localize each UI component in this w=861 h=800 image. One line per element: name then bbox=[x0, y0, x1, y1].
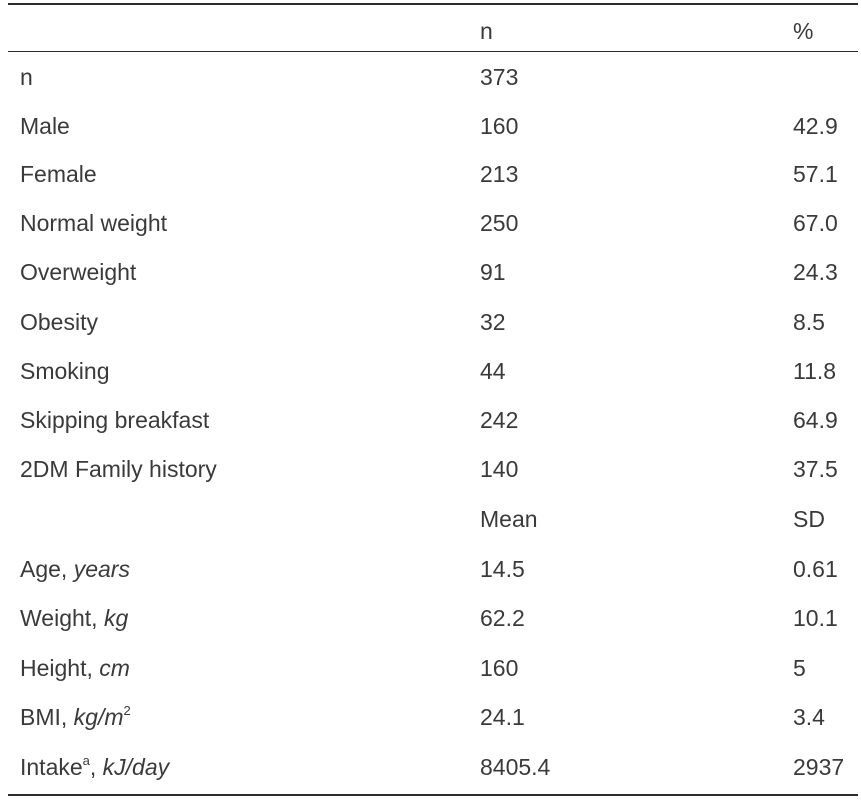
table-row bbox=[8, 693, 858, 742]
row-percent: 37.5 bbox=[793, 456, 838, 482]
row-label: BMI, $kg/m^2$ bbox=[20, 703, 131, 730]
row-mean: 62.2 bbox=[480, 605, 525, 631]
row-percent: 8.5 bbox=[793, 309, 825, 335]
table-row bbox=[8, 594, 858, 643]
row-percent: 67.0 bbox=[793, 210, 838, 236]
row-label: Female bbox=[20, 161, 97, 187]
header-mean: Mean bbox=[480, 506, 538, 532]
footnote-marker: a bbox=[82, 753, 90, 768]
row-label: Skipping breakfast bbox=[20, 407, 210, 433]
row-sd: 3.4 bbox=[793, 704, 825, 730]
row-unit: cm bbox=[99, 655, 130, 681]
table-row bbox=[8, 545, 858, 594]
row-percent: 11.8 bbox=[793, 358, 837, 384]
top-rule bbox=[8, 3, 858, 5]
row-label: Weight, kg bbox=[20, 605, 129, 631]
row-n: 242 bbox=[480, 407, 519, 433]
row-unit: kg bbox=[103, 605, 129, 631]
row-mean: 8405.4 bbox=[480, 754, 551, 780]
table-row bbox=[8, 347, 858, 396]
table-row bbox=[8, 396, 858, 445]
row-n: 32 bbox=[480, 309, 506, 335]
header-sd: SD bbox=[793, 506, 825, 532]
row-label: Age, years bbox=[20, 556, 130, 582]
row-label: Normal weight bbox=[20, 210, 167, 236]
row-unit: kg/m bbox=[73, 704, 124, 730]
header-rule bbox=[8, 51, 858, 52]
bottom-rule bbox=[8, 794, 858, 796]
subheader-row bbox=[8, 495, 858, 544]
row-sd: 10.1 bbox=[793, 605, 838, 631]
table-row bbox=[8, 445, 858, 494]
header-percent: % bbox=[793, 18, 814, 44]
row-mean: 24.1 bbox=[480, 704, 525, 730]
row-n: 373 bbox=[480, 64, 519, 90]
row-sd: 0.61 bbox=[793, 556, 838, 582]
row-label: Intake$^a$, kJ/day bbox=[20, 753, 170, 780]
row-mean: 160 bbox=[480, 655, 519, 681]
table-row bbox=[8, 644, 858, 693]
row-unit: kJ/day bbox=[102, 754, 170, 780]
row-sd: 2937 bbox=[793, 754, 845, 780]
row-label: n bbox=[20, 64, 33, 90]
row-n: 213 bbox=[480, 161, 519, 187]
row-percent: 42.9 bbox=[793, 113, 838, 139]
row-label: Smoking bbox=[20, 358, 110, 384]
row-n: 91 bbox=[480, 259, 506, 285]
row-percent: 24.3 bbox=[793, 259, 838, 285]
table-row bbox=[8, 298, 858, 347]
row-n: 160 bbox=[480, 113, 519, 139]
unit-superscript: 2 bbox=[123, 703, 131, 718]
row-percent: 64.9 bbox=[793, 407, 838, 433]
row-label: Obesity bbox=[20, 309, 98, 335]
table-row bbox=[8, 150, 858, 199]
row-n: 44 bbox=[480, 358, 506, 384]
table-row bbox=[8, 248, 858, 297]
table-row bbox=[8, 53, 858, 102]
table-row bbox=[8, 199, 858, 248]
row-label: Male bbox=[20, 113, 70, 139]
row-label: 2DM Family history bbox=[20, 456, 217, 482]
row-mean: 14.5 bbox=[480, 556, 525, 582]
table-row bbox=[8, 102, 858, 151]
row-n: 250 bbox=[480, 210, 519, 236]
row-percent: 57.1 bbox=[793, 161, 838, 187]
header-row bbox=[8, 7, 858, 56]
row-sd: 5 bbox=[793, 655, 806, 681]
row-label: Overweight bbox=[20, 259, 137, 285]
header-n: n bbox=[480, 18, 493, 44]
row-label: Height, cm bbox=[20, 655, 130, 681]
row-n: 140 bbox=[480, 456, 519, 482]
table-row bbox=[8, 743, 858, 792]
row-unit: years bbox=[73, 556, 130, 582]
